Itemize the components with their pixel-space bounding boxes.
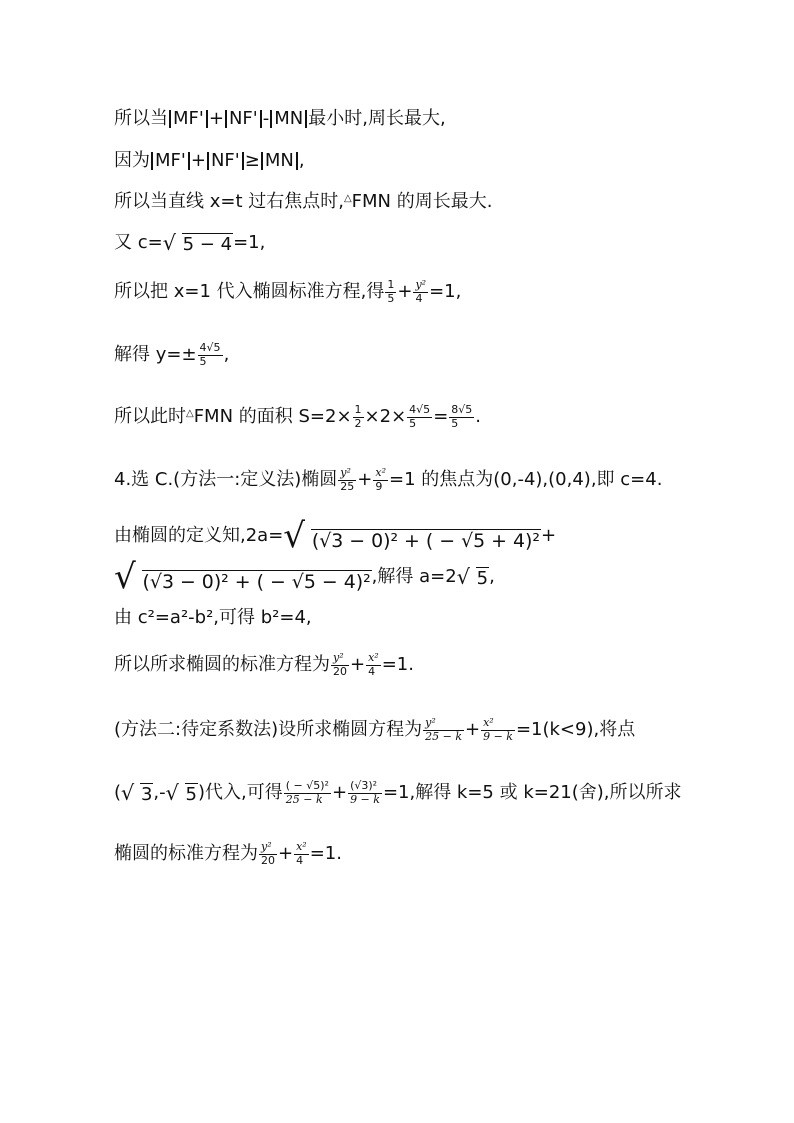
sqrt-expression <box>162 230 233 255</box>
sqrt-expression <box>456 564 489 589</box>
fraction <box>481 717 515 743</box>
line-14 <box>114 773 682 813</box>
radical-sign: √ <box>162 230 176 255</box>
fraction <box>331 652 349 678</box>
plus-sign: + <box>190 150 206 171</box>
fraction <box>385 279 396 305</box>
line-6 <box>114 335 229 375</box>
sqrt-expression <box>165 780 198 805</box>
line-9 <box>114 516 556 556</box>
plus-sign: + <box>464 719 481 740</box>
text: FMN 的周长最大. <box>351 191 493 212</box>
text: ×2× <box>364 406 407 427</box>
denominator: 4 <box>294 854 309 868</box>
numerator: 8√5 <box>451 402 473 416</box>
line-1 <box>114 99 446 139</box>
fraction <box>413 279 428 305</box>
minus-sign: - <box>262 108 270 129</box>
radical-sign: √ <box>165 780 179 805</box>
numerator: ( − √5)² <box>285 778 329 792</box>
plus-sign: + <box>357 469 373 490</box>
text: + <box>540 525 557 546</box>
text: 椭圆的标准方程为 <box>114 843 258 864</box>
numerator: x² <box>483 715 494 729</box>
line-7 <box>114 397 481 437</box>
triangle-symbol: △ <box>343 193 352 204</box>
numerator: (√3)² <box>350 778 378 792</box>
fraction <box>348 780 382 806</box>
line-5 <box>114 272 461 312</box>
plus-sign: + <box>397 281 413 302</box>
radicand: (√3 − 0)² + ( − √5 − 4)² <box>142 570 371 593</box>
denominator: 25 − k <box>425 729 462 743</box>
fraction <box>407 404 432 430</box>
text: (方法二:待定系数法)设所求椭圆方程为 <box>114 719 423 740</box>
text: =1 的焦点为(0,-4),(0,4),即 c=4. <box>389 469 663 490</box>
text: 因为 <box>114 150 150 171</box>
fraction <box>423 717 464 743</box>
text: 所以把 x=1 代入椭圆标准方程,得 <box>114 281 385 302</box>
line-10 <box>114 557 495 597</box>
text: . <box>475 406 482 427</box>
text: , <box>489 566 495 587</box>
denominator: 20 <box>333 664 347 678</box>
radical-sign: √ <box>121 780 135 805</box>
line-4 <box>114 223 265 263</box>
line-11 <box>114 598 312 638</box>
radicand: 5 <box>476 567 489 589</box>
numerator: y² <box>425 715 436 729</box>
fraction <box>449 404 474 430</box>
radical-sign: √ <box>283 515 306 556</box>
text: =1, <box>233 232 266 253</box>
radicand: 3 <box>140 783 153 805</box>
abs-mn: MN <box>270 110 307 128</box>
text: 最小时,周长最大, <box>308 108 446 129</box>
radicand: 5 <box>185 783 197 805</box>
numerator: y² <box>261 839 272 853</box>
text: 所以当 <box>114 108 168 129</box>
denominator: 25 − k <box>284 793 331 807</box>
text: =1(k<9),将点 <box>515 719 636 740</box>
fraction <box>198 342 223 368</box>
radical-sign: √ <box>456 564 470 589</box>
line-3 <box>114 182 492 222</box>
text: 又 c= <box>114 232 163 253</box>
text: , <box>298 150 305 171</box>
text: 所以所求椭圆的标准方程为 <box>114 654 330 675</box>
denominator: 5 <box>449 417 474 431</box>
text: ( <box>114 782 122 803</box>
plus-sign: + <box>350 654 366 675</box>
abs-mf: MF' <box>151 152 190 170</box>
numerator: x² <box>375 465 387 479</box>
text: 由 c²=a²-b²,可得 b²=4, <box>114 607 312 628</box>
ge-sign: ≥ <box>244 150 260 171</box>
denominator: 5 <box>387 291 395 305</box>
line-12 <box>114 645 414 685</box>
numerator: y² <box>340 465 351 479</box>
fraction <box>353 404 364 430</box>
plus-sign: + <box>331 782 348 803</box>
equals-sign: = <box>433 406 449 427</box>
radicand: (√3 − 0)² + ( − √5 + 4)² <box>311 529 540 552</box>
text: =1, <box>429 281 462 302</box>
denominator: 9 − k <box>483 729 513 743</box>
numerator: x² <box>296 839 307 853</box>
text: 所以当直线 x=t 过右焦点时, <box>114 191 344 212</box>
numerator: 4√5 <box>409 402 431 416</box>
plus-sign: + <box>208 108 224 129</box>
fraction <box>294 841 309 867</box>
sqrt-expression <box>114 556 372 597</box>
text: , <box>223 344 230 365</box>
sqrt-expression <box>283 515 541 556</box>
fraction <box>373 467 388 493</box>
triangle-symbol: △ <box>186 408 194 419</box>
denominator: 5 <box>407 417 432 431</box>
numerator: 1 <box>387 277 395 291</box>
text: 所以此时 <box>114 406 186 427</box>
denominator: 4 <box>366 665 381 679</box>
text: 4.选 C.(方法一:定义法)椭圆 <box>114 469 338 490</box>
radicand: 5 − 4 <box>182 233 233 255</box>
text: =1. <box>309 843 342 864</box>
text: ,解得 a=2 <box>371 566 457 587</box>
sqrt-expression <box>121 780 153 805</box>
denominator: 2 <box>354 416 362 430</box>
line-8 <box>114 460 662 500</box>
plus-sign: + <box>278 843 294 864</box>
denominator: 4 <box>413 292 428 306</box>
denominator: 9 <box>373 480 388 494</box>
text: =1. <box>381 654 414 675</box>
radical-sign: √ <box>114 556 136 597</box>
numerator: y² <box>415 277 427 291</box>
abs-mf: MF' <box>169 110 208 128</box>
line-15 <box>114 834 342 874</box>
line-2 <box>114 141 305 181</box>
numerator: 4√5 <box>199 340 221 354</box>
text: FMN 的面积 S=2× <box>193 406 352 427</box>
denominator: 25 <box>340 479 355 493</box>
line-13 <box>114 710 635 750</box>
numerator: y² <box>333 650 344 664</box>
fraction <box>366 652 381 678</box>
abs-nf: NF' <box>225 110 262 128</box>
text: )代入,可得 <box>198 782 283 803</box>
fraction <box>259 841 277 867</box>
text: ,- <box>153 782 166 803</box>
fraction <box>338 467 356 493</box>
denominator: 9 − k <box>350 792 380 806</box>
numerator: 1 <box>354 402 362 416</box>
fraction <box>284 780 331 806</box>
text: 由椭圆的定义知,2a= <box>114 525 284 546</box>
abs-nf: NF' <box>207 152 244 170</box>
text: =1,解得 k=5 或 k=21(舍),所以所求 <box>382 782 682 803</box>
abs-mn: MN <box>261 152 298 170</box>
text: 解得 y=± <box>114 344 197 365</box>
denominator: 20 <box>261 853 275 867</box>
numerator: x² <box>368 650 379 664</box>
denominator: 5 <box>198 355 223 369</box>
